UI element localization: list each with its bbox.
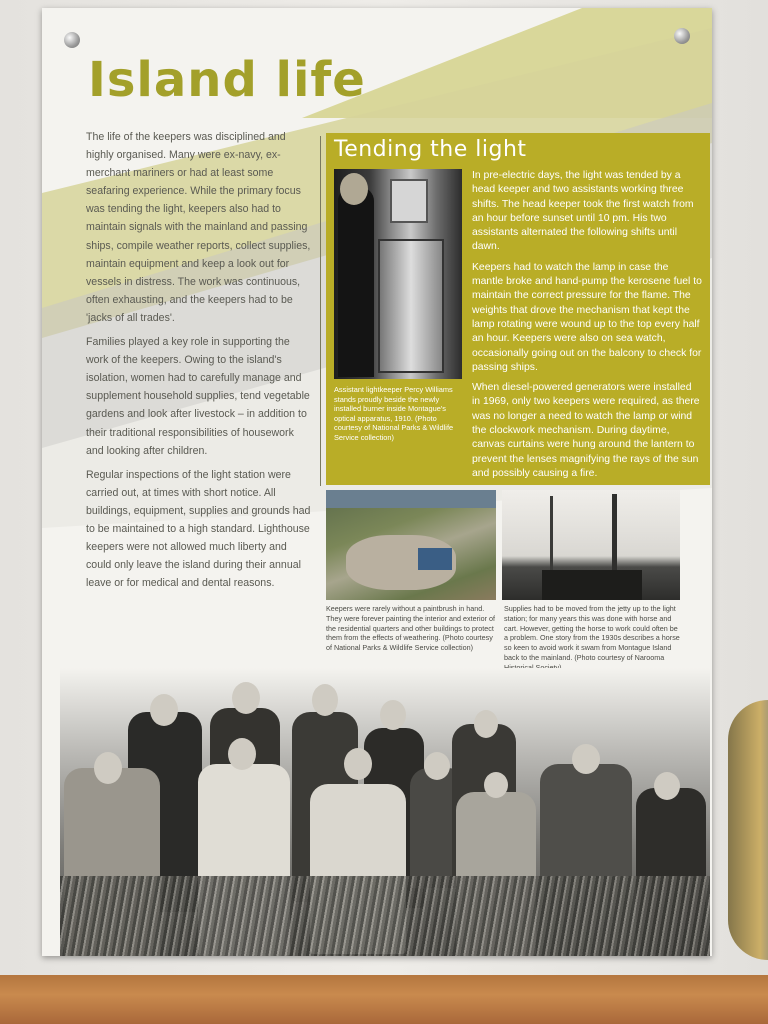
panel-paragraph: When diesel-powered generators were installed in 1969, only two keepers were required, as there was no longer a need to watch the lamp or wind the clockwork mechanism. During daytime, canvas curtains were hung around the lantern to prevent the lenses magnifying the rays of the sun and possibly causing a fire. [472, 382, 700, 479]
keeper-head [340, 173, 368, 205]
person-head [344, 748, 372, 780]
person-head [380, 700, 406, 730]
island-aerial-photo [326, 490, 496, 600]
panel-paragraph: In pre-electric days, the light was tended by a head keeper and two assistants working three shifts. The head keeper took the first watch from an hour before sunset until 10 pm. His two assistants alternated the following shifts until dawn. [472, 170, 694, 253]
person-head [424, 752, 450, 780]
person-head [312, 684, 338, 716]
keeper-photo [334, 169, 462, 379]
left-paragraph: Regular inspections of the light station were carried out, at times with short notice. All buildings, equipment, supplies and grounds had to be maintained to a high standard. Lighthouse keepers were not allowed much liberty and could only leave the island during their annual leave or for medical and dental reasons. [86, 468, 311, 590]
left-paragraph: Families played a key role in supporting the work of the keepers. Owing to the island's isolation, women had to carefully manage and supplement household supplies, tend vegetable gardens and look after livestock – in addition to their traditional responsibilities of housework and looking after children. [86, 336, 310, 457]
optical-lens [378, 239, 444, 373]
jetty-deck [542, 570, 642, 600]
grass [60, 876, 710, 956]
bolt-top-left [64, 32, 80, 48]
person-head [150, 694, 178, 726]
panel-text [472, 169, 702, 487]
jetty-photo-caption: Supplies had to be moved from the jetty up to the light station; for many years this was done with horse and cart. However, getting the horse to work could often be a problem. One story from the 1930s describes a horse so keen to avoid work it swam from Montague Island back to the mainland. (Photo courtesy of Narooma [504, 604, 680, 662]
page-title: Island life [88, 52, 366, 108]
panel-heading: Tending the light [334, 137, 527, 162]
family-group-photo [60, 668, 710, 956]
crane [612, 494, 617, 576]
sea [326, 490, 496, 508]
person-head [572, 744, 600, 774]
person-head [484, 772, 508, 798]
left-paragraph: The life of the keepers was disciplined and highly organised. Many were ex-navy, ex-merchant mariners or had at least some seafaring experience. While the primary focus was tending the light, keepers also had to maintain signals with the mainland and passing ships, compile weather reports, collect supplies, maintain equipment and keep a look out for vessels in distress. The work was continuous, often exhausting, and the keepers had to be 'jacks of all trades'. [86, 131, 311, 324]
person-head [474, 710, 498, 738]
keeper-figure [338, 187, 374, 377]
tending-panel [326, 133, 710, 485]
person-head [94, 752, 122, 784]
keeper-photo-caption: Assistant lightkeeper Percy Williams stands proudly beside the newly installed burner inside Montague's optical apparatus, 1910. (Photo courtesy of National Parks & Wildlife Service collection) [334, 385, 454, 442]
ship-mast [550, 496, 553, 576]
left-column [86, 128, 314, 598]
globe-edge [728, 700, 768, 960]
bolt-top-right [674, 28, 690, 44]
person-head [654, 772, 680, 800]
panel-paragraph: Keepers had to watch the lamp in case the mantle broke and hand-pump the kerosene fuel to maintain the correct pressure for the flame. The weights that drove the mechanism that kept the lamp rotating were wound up to the top every half an hour. Keepers were also on sea watch, occasionally going out on the balcony to check for passing ships. [472, 261, 702, 373]
island-photo-caption: Keepers were rarely without a paintbrush in hand. They were forever painting the interior and exterior of the residential quarters and other buildings to protect them from the effects of weathering. (Photo courtesy of National Parks & Wildlife Service collection) [326, 604, 495, 653]
column-divider [320, 136, 321, 486]
person-head [232, 682, 260, 714]
lamp-burner [390, 179, 428, 223]
person-head [228, 738, 256, 770]
wooden-shelf [0, 975, 768, 1024]
interpretive-sign [42, 8, 712, 956]
jetty-photo [502, 490, 680, 600]
keepers-quarters [418, 548, 452, 570]
